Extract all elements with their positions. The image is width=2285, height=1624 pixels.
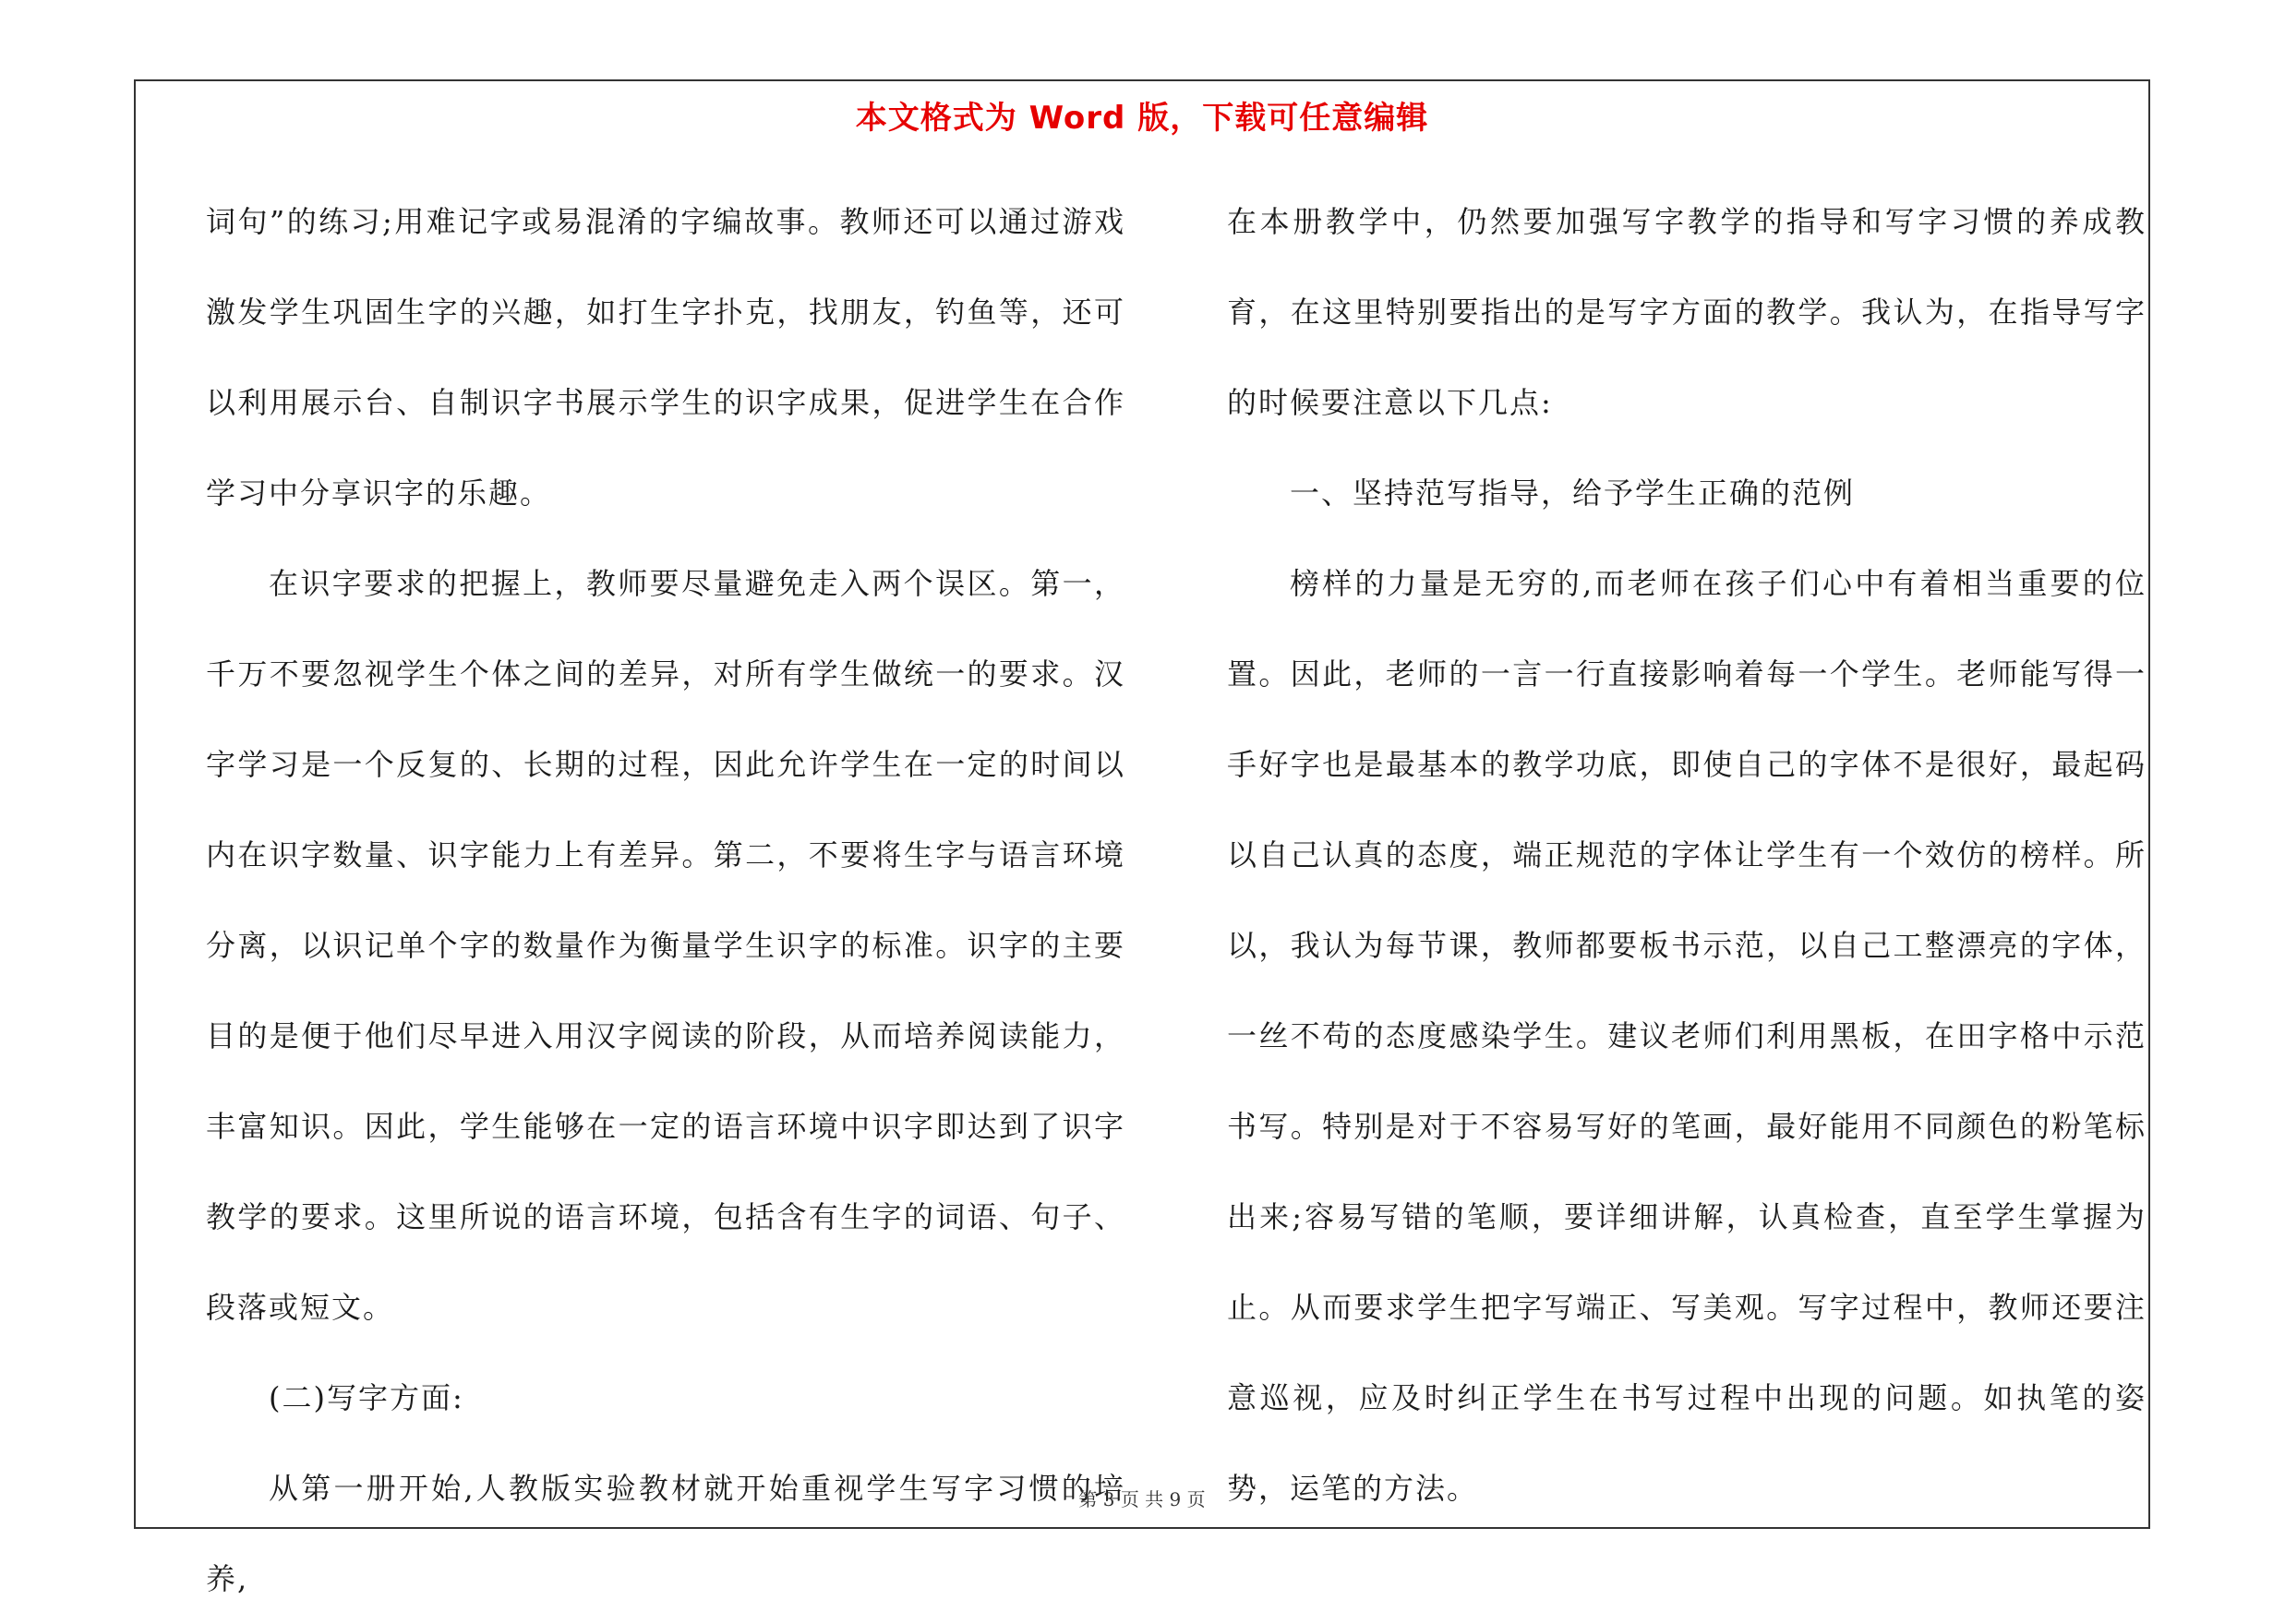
- paragraph: 榜样的力量是无穷的,而老师在孩子们心中有着相当重要的位置。因此，老师的一言一行直接影响着每一个学生。老师能写得一手好字也是最基本的教学功底，即使自己的字体不是很好，最起码以自己认真的态度，端正规范的字体让学生有一个效仿的榜样。所以，我认为每节课，教师都要板书示范，以自己工整漂亮的字体，一丝不苟的态度感染学生。建议老师们利用黑板，在田字格中示范书写。特别是对于不容易写好的笔画，最好能用不同颜色的粉笔标出来;容易写错的笔顺，要详细讲解，认真检查，直至学生掌握为止。从而要求学生把字写端正、写美观。写字过程中，教师还要注意巡视，应及时纠正学生在书写过程中出现的问题。如执笔的姿势，运笔的方法。: [1227, 566, 2147, 1506]
- paragraph: 词句”的练习;用难记字或易混淆的字编故事。教师还可以通过游戏激发学生巩固生字的兴趣，如打生字扑克，找朋友，钓鱼等，还可以利用展示台、自制识字书展示学生的识字成果，促进学生在合作学习中分享识字的乐趣。: [206, 204, 1125, 511]
- paragraph: 在本册教学中，仍然要加强写字教学的指导和写字习惯的养成教育，在这里特别要指出的是写字方面的教学。我认为，在指导写字的时候要注意以下几点:: [1227, 204, 2147, 420]
- page-number: 第 3 页 共 9 页: [1078, 1488, 1206, 1510]
- left-column: [206, 176, 1125, 1624]
- right-column: [1227, 176, 2147, 1534]
- paragraph: 从第一册开始,人教版实验教材就开始重视学生写字习惯的培养,: [206, 1471, 1125, 1596]
- word-format-banner: 本文格式为 Word 版，下载可任意编辑: [855, 100, 1429, 137]
- section-heading: 一、坚持范写指导，给予学生正确的范例: [1290, 475, 1856, 511]
- page-frame: [134, 79, 2150, 1596]
- section-heading: (二)写字方面:: [269, 1380, 464, 1415]
- paragraph: 在识字要求的把握上，教师要尽量避免走入两个误区。第一，千万不要忽视学生个体之间的差异，对所有学生做统一的要求。汉字学习是一个反复的、长期的过程，因此允许学生在一定的时间以内在识字数量、识字能力上有差异。第二，不要将生字与语言环境分离，以识记单个字的数量作为衡量学生识字的标准。识字的主要目的是便于他们尽早进入用汉字阅读的阶段，从而培养阅读能力，丰富知识。因此，学生能够在一定的语言环境中识字即达到了识字教学的要求。这里所说的语言环境，包括含有生字的词语、句子、段落或短文。: [206, 566, 1125, 1325]
